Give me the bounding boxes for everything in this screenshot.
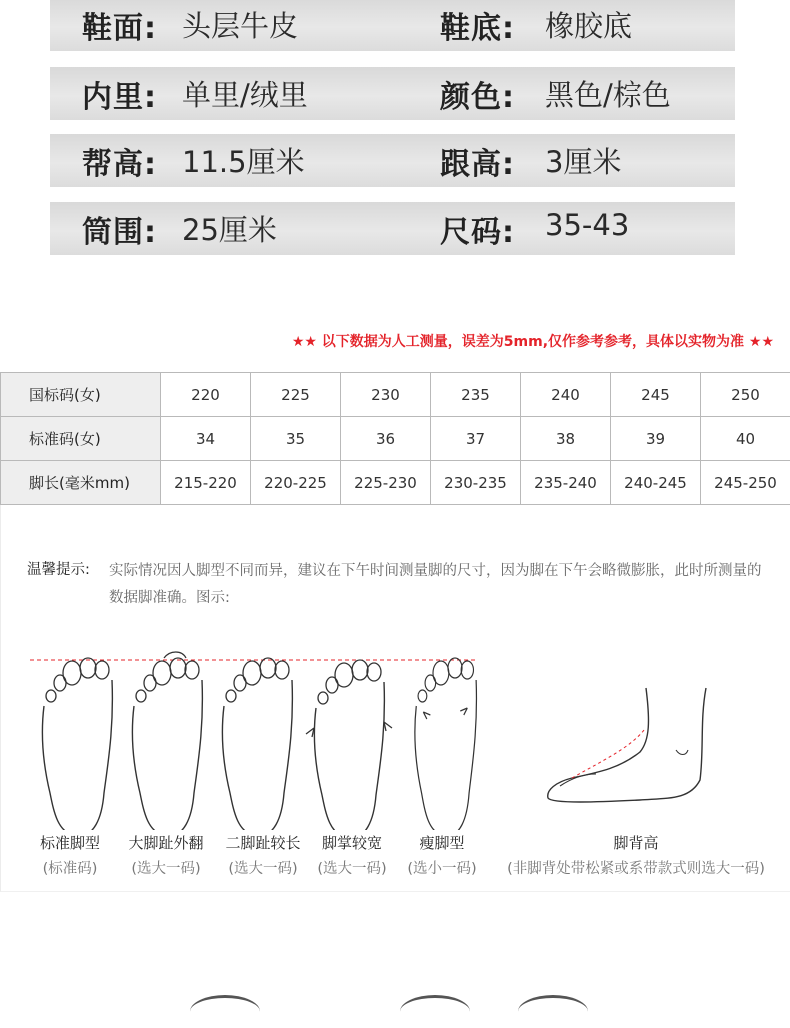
table-cell: 240 — [521, 373, 611, 417]
spec-label-shaft-height: 帮高: — [82, 139, 157, 183]
foot-type-name: 标准脚型 — [40, 832, 100, 853]
spec-value-sole: 橡胶底 — [545, 4, 632, 45]
foot-type-name: 大脚趾外翻 — [128, 832, 203, 853]
table-cell: 215-220 — [161, 461, 251, 505]
table-cell: 36 — [341, 417, 431, 461]
spec-value-lining: 单里/绒里 — [182, 73, 308, 114]
row-header: 脚长(毫米mm) — [1, 461, 161, 505]
foot-high-instep-icon — [548, 688, 706, 802]
decorative-arc — [400, 995, 470, 1028]
decorative-arc — [190, 995, 260, 1028]
foot-standard-icon — [42, 658, 112, 830]
foot-slim-icon — [415, 658, 477, 830]
foot-type-name: 脚背高 — [613, 832, 658, 853]
row-header: 国标码(女) — [1, 373, 161, 417]
tip-text: 实际情况因人脚型不同而异，建议在下午时间测量脚的尺寸，因为脚在下午会略微膨胀，此时所测量的数据脚准确。图示: — [109, 558, 773, 612]
spec-value-size: 35-43 — [545, 208, 629, 242]
spec-value-heel-height: 3厘米 — [545, 140, 621, 181]
table-cell: 220 — [161, 373, 251, 417]
table-row — [1, 461, 790, 505]
table-cell: 225 — [251, 373, 341, 417]
size-table — [0, 372, 790, 505]
table-row — [1, 417, 790, 461]
table-cell: 240-245 — [611, 461, 701, 505]
spec-label-sole: 鞋底: — [440, 3, 515, 47]
foot-type-name: 二脚趾较长 — [225, 832, 300, 853]
spec-label-heel-height: 跟高: — [440, 139, 515, 183]
table-cell: 38 — [521, 417, 611, 461]
foot-long-second-toe-icon — [222, 658, 292, 830]
spec-value-upper: 头层牛皮 — [182, 4, 298, 45]
foot-type-advice: (非脚背处带松紧或系带款式则选大一码) — [507, 857, 765, 878]
spec-label-color: 颜色: — [440, 72, 515, 116]
table-cell: 39 — [611, 417, 701, 461]
foot-type-illustrations — [0, 640, 790, 830]
decorative-arc — [518, 995, 588, 1028]
table-cell: 225-230 — [341, 461, 431, 505]
spec-label-size: 尺码: — [440, 207, 515, 251]
table-cell: 245-250 — [701, 461, 790, 505]
spec-row-3 — [50, 134, 735, 187]
foot-type-advice: (标准码) — [43, 857, 98, 878]
spec-label-upper: 鞋面: — [82, 3, 157, 47]
foot-bunion-icon — [132, 652, 202, 830]
foot-type-name: 瘦脚型 — [419, 832, 464, 853]
table-cell: 37 — [431, 417, 521, 461]
table-cell: 235 — [431, 373, 521, 417]
table-cell: 230 — [341, 373, 431, 417]
spec-label-lining: 内里: — [82, 72, 157, 116]
foot-type-advice: (选大一码) — [131, 857, 200, 878]
measurement-note: ★★ 以下数据为人工测量，误差为5mm,仅作参考参考，具体以实物为准 ★★ — [292, 331, 774, 351]
tip-label: 温馨提示: — [27, 558, 90, 579]
foot-type-advice: (选大一码) — [317, 857, 386, 878]
spec-label-circumference: 筒围: — [82, 207, 157, 251]
table-cell: 250 — [701, 373, 790, 417]
spec-value-circumference: 25厘米 — [182, 208, 277, 249]
table-cell: 235-240 — [521, 461, 611, 505]
spec-row-2 — [50, 67, 735, 120]
spec-value-shaft-height: 11.5厘米 — [182, 140, 305, 181]
row-header: 标准码(女) — [1, 417, 161, 461]
table-cell: 230-235 — [431, 461, 521, 505]
table-cell: 220-225 — [251, 461, 341, 505]
foot-type-advice: (选小一码) — [407, 857, 476, 878]
foot-type-name: 脚掌较宽 — [322, 832, 382, 853]
foot-wide-icon — [306, 660, 392, 830]
spec-row-1 — [50, 0, 735, 51]
foot-type-advice: (选大一码) — [228, 857, 297, 878]
table-cell: 245 — [611, 373, 701, 417]
spec-value-color: 黑色/棕色 — [545, 73, 671, 114]
table-cell: 40 — [701, 417, 790, 461]
table-row — [1, 373, 790, 417]
spec-row-4 — [50, 202, 735, 255]
table-cell: 35 — [251, 417, 341, 461]
table-cell: 34 — [161, 417, 251, 461]
